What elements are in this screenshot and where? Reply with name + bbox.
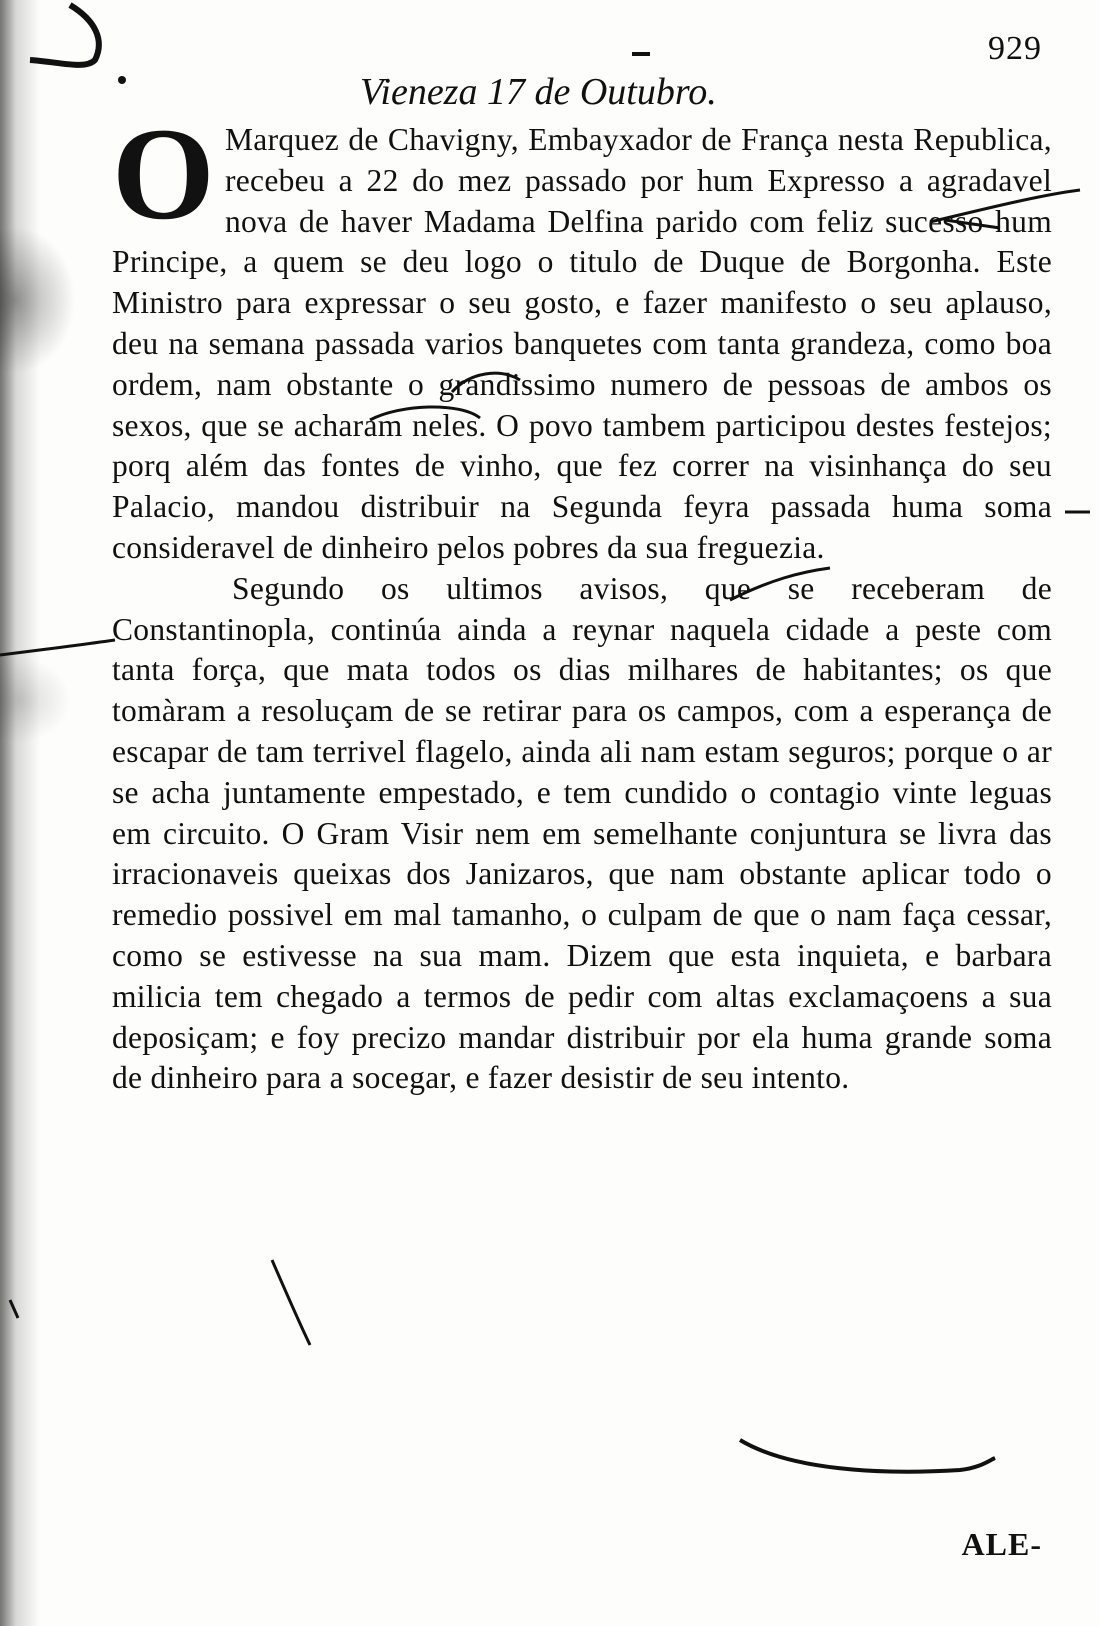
paragraph-1-text: Marquez de Chavigny, Embayxador de França nesta Republica, recebeu a 22 do mez passado por hum Expresso a agradavel nova de haver Madama Delfina parido com feliz sucesso hum Principe, a quem se deu logo o titulo de Duque de Borgonha. Este Ministro para expressar o seu gosto, e fazer manifesto o seu aplauso, deu na semana passada varios banquetes com tanta grandeza, como boa ordem, nam obstante o grandissimo numero de pessoas de ambos os sexos, que se acharam neles. O povo tambem participou destes festejos; porq além das fontes de vinho, que fez correr na visinhança do seu Palacio, mandou distribuir na Segunda feyra passada huma soma consideravel de dinheiro pelos pobres da sua freguezia. xyxy=(112,122,1052,565)
catchword: ALE- xyxy=(961,1526,1042,1562)
bottom-flourish xyxy=(740,1440,995,1472)
paragraph-2: Segundo os ultimos avisos, que se receberam de Constantinopla, continúa ainda a reynar naquela cidade a peste com tanta força, que mata todos os dias milhares de habitantes; os que tomàram a resoluçam de se retirar para os campos, com a esperança de escapar de tam terrivel flagelo, ainda ali nam estam seguros; porque o ar se acha juntamente empestado, e tem cundido o contagio vinte leguas em circuito. O Gram Visir nem em semelhante conjuntura se livra das irracionaveis queixas dos Janizaros, que nam obstante aplicar todo o remedio possivel em mal tamanho, o culpam de que o nam faça cessar, como se estivesse na sua mam. Dizem que esta inquieta, e barbara milicia tem chegado a termos de pedir com altas exclamaçoens a sua deposiçam; e foy precizo mandar distribuir por ela huma grande soma de dinheiro para a socegar, e fazer desistir de seu intento. xyxy=(112,570,1052,1096)
article-body xyxy=(112,100,1052,1099)
dateline-heading: Vieneza 17 de Outubro. xyxy=(360,71,717,113)
paragraph-1 xyxy=(112,100,1052,569)
printer-mark xyxy=(632,52,650,56)
diagonal-mark xyxy=(272,1260,310,1345)
margin-stroke-top xyxy=(30,5,99,65)
drop-cap: O xyxy=(112,100,215,247)
scan-edge-shadow xyxy=(0,0,40,1626)
ink-dot xyxy=(118,76,126,84)
page-number: 929 xyxy=(988,30,1042,67)
